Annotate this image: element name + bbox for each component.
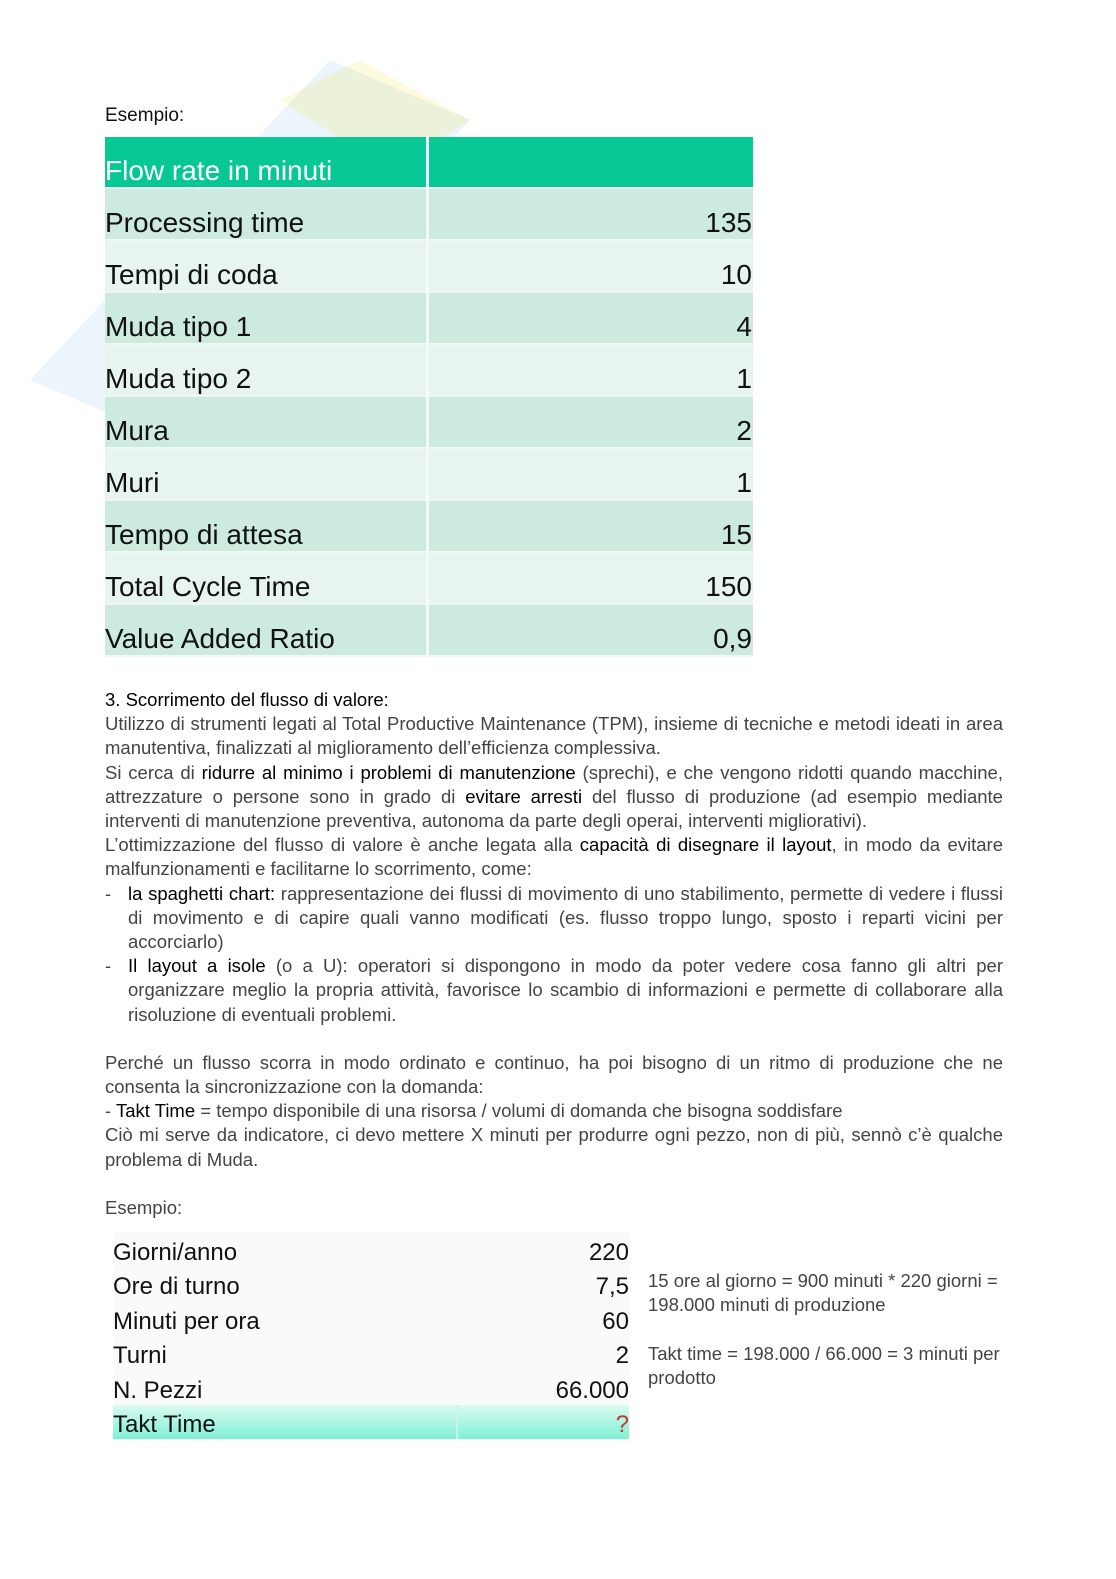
row-label: Ore di turno [113, 1273, 240, 1300]
row-label: Value Added Ratio [105, 604, 428, 656]
paragraph: - Takt Time = tempo disponibile di una risorsa / volumi di domanda che bisogna soddisfare [105, 1100, 843, 1122]
row-label: Tempi di coda [105, 240, 428, 292]
row-value: 1 [428, 448, 754, 500]
row-value: ? [457, 1405, 629, 1440]
row-value: 2 [428, 396, 754, 448]
row-label: N. Pezzi [113, 1376, 203, 1404]
row-label: Giorni/anno [113, 1238, 238, 1266]
row-label: Minuti per ora [113, 1307, 260, 1335]
row-label: Mura [105, 396, 428, 448]
row-value: 7,5 [595, 1273, 629, 1300]
row-value: 1 [428, 344, 754, 396]
table-row [105, 552, 753, 604]
row-value: 150 [428, 552, 754, 604]
paragraph: Si cerca di ridurre al minimo i problemi di manutenzione (sprechi), e che vengono ridotti quando macchine, attrezzature o persone sono in grado di evitare arresti del flusso di produzione (ad esempio mediante interventi di manutenzione preventiva, autonoma da parte degli operai, interventi migliorativi). [105, 761, 1003, 832]
table-row [113, 1301, 629, 1336]
row-value: 4 [428, 292, 754, 344]
row-value: 135 [428, 188, 754, 240]
takt-time-table [113, 1232, 629, 1439]
table-row [105, 188, 753, 240]
table-row [105, 448, 753, 500]
paragraph: Utilizzo di strumenti legati al Total Productive Maintenance (TPM), insieme di tecniche e metodi ideati in area manutentiva, finalizzati al miglioramento dell’efficienza complessiva. [105, 713, 1003, 759]
row-label: Muda tipo 1 [105, 292, 428, 344]
table-row [113, 1232, 629, 1267]
table-row [105, 240, 753, 292]
row-value: 0,9 [428, 604, 754, 656]
table-header: Flow rate in minuti [105, 137, 428, 188]
row-value: 2 [615, 1342, 629, 1369]
section-heading: 3. Scorrimento del flusso di valore: [105, 689, 389, 710]
row-value: 10 [428, 240, 754, 292]
paragraph: L’ottimizzazione del flusso di valore è anche legata alla capacità di disegnare il layout, in modo da evitare malfunzionamenti e facilitarne lo scorrimento, come: [105, 834, 1003, 880]
table-row [113, 1336, 629, 1371]
row-label: Tempo di attesa [105, 500, 428, 552]
table-row [105, 604, 753, 656]
body-text [105, 688, 1003, 1220]
row-label: Takt Time [113, 1405, 457, 1440]
takt-time-row [113, 1405, 629, 1440]
list-item: - la spaghetti chart: rappresentazione dei flussi di movimento di uno stabilimento, permette di vedere i flussi di movimento e di capire quali vanno modificati (es. flusso troppo lungo, sposto i reparti vicini per accorciarlo) [105, 882, 1004, 953]
row-value: 66.000 [555, 1376, 629, 1404]
paragraph: Ciò mi serve da indicatore, ci devo mettere X minuti per produrre ogni pezzo, non di più, sennò c’è qualche problema di Muda. [105, 1124, 1003, 1170]
paragraph: Perché un flusso scorra in modo ordinato e continuo, ha poi bisogno di un ritmo di produzione che ne consenta la sincronizzazione con la domanda: [105, 1051, 1003, 1098]
table-row [113, 1267, 629, 1302]
row-label: Muda tipo 2 [105, 344, 428, 396]
table-row [105, 292, 753, 344]
row-label: Total Cycle Time [105, 552, 428, 604]
row-value: 60 [602, 1307, 629, 1335]
example-label: Esempio: [105, 1196, 183, 1218]
row-label: Muri [105, 448, 428, 500]
table-row [105, 500, 753, 552]
example-label: Esempio: [105, 105, 185, 126]
row-value: 15 [428, 500, 754, 552]
calculation-note: 15 ore al giorno = 900 minuti * 220 giorni = 198.000 minuti di produzione [648, 1270, 998, 1316]
calculation-note: Takt time = 198.000 / 66.000 = 3 minuti per prodotto [648, 1343, 1000, 1389]
row-value: 220 [588, 1238, 629, 1266]
table-row [105, 396, 753, 448]
flow-rate-table [105, 137, 753, 657]
table-row [113, 1370, 629, 1405]
row-label: Turni [113, 1342, 167, 1369]
row-label: Processing time [105, 188, 428, 240]
list-item: - Il layout a isole (o a U): operatori si dispongono in modo da poter vedere cosa fanno gli altri per organizzare meglio la propria attività, favorisce lo scambio di informazioni e permette di collaborare alla risoluzione di eventuali problemi. [105, 955, 1004, 1025]
table-row [105, 344, 753, 396]
table-header-row [105, 137, 753, 188]
